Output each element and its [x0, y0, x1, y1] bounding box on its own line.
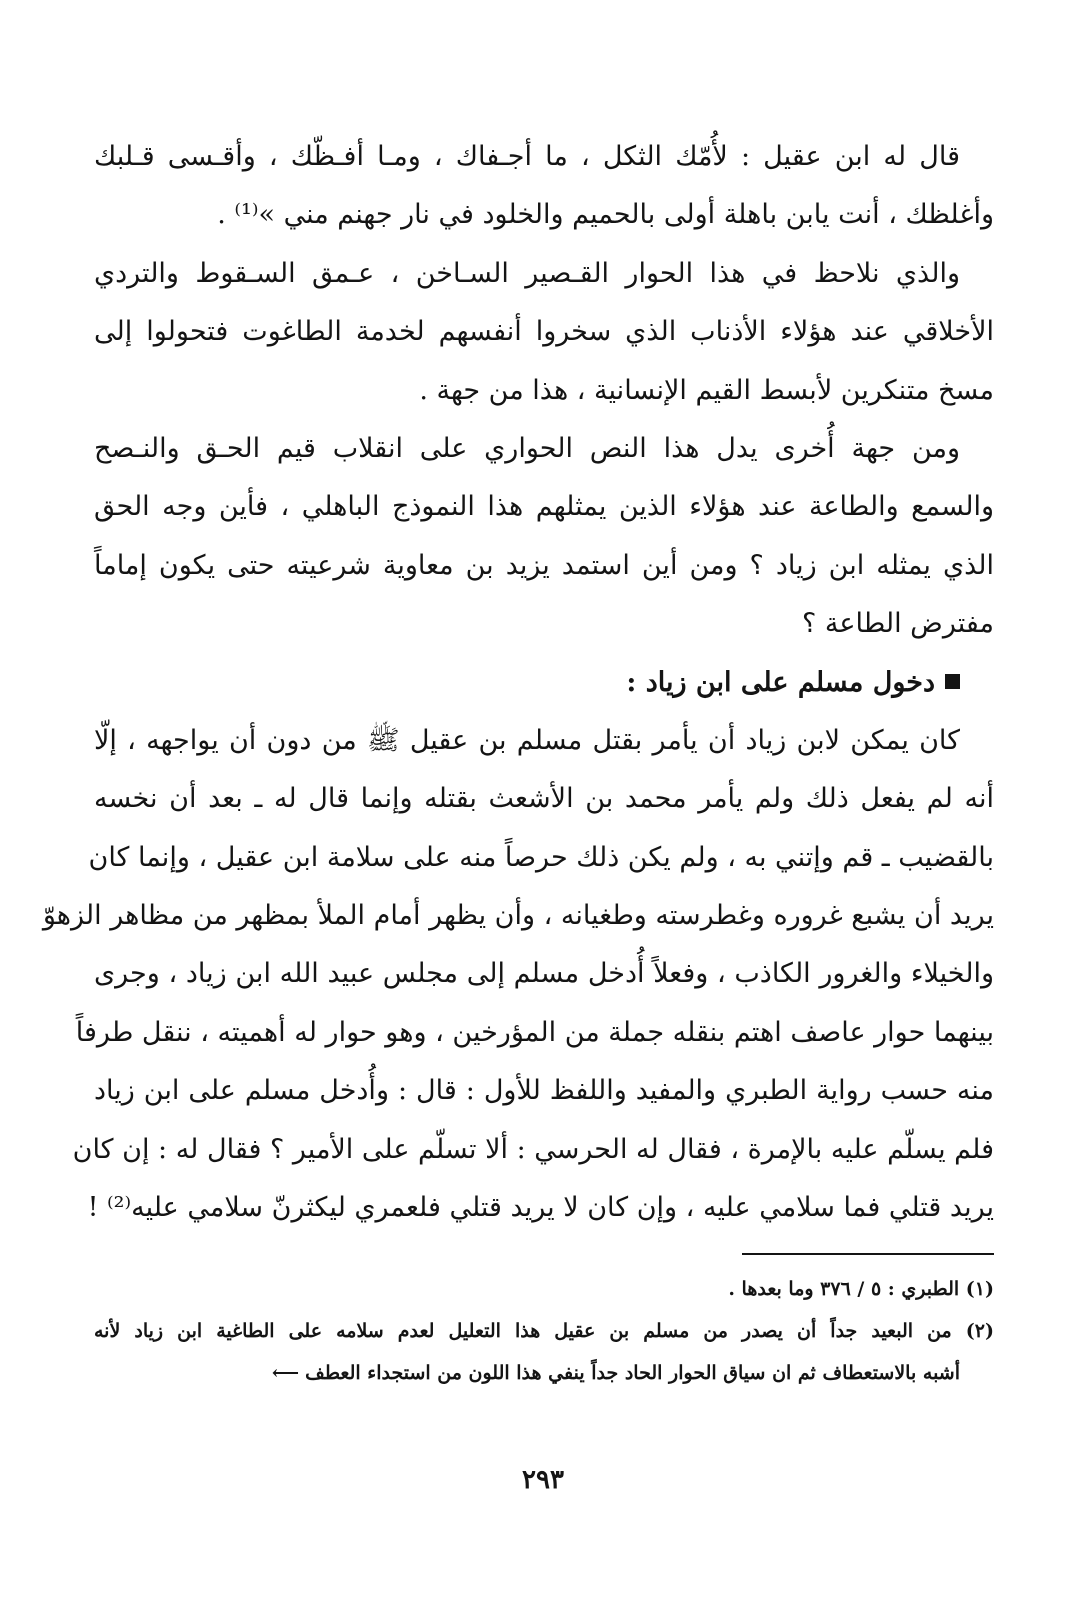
footnote-2: (٢) من البعيد جداً أن يصدر من مسلم بن عقيل هذا التعليل لعدم سلامه على الطاغية ابن زياد لأنه [94, 1320, 994, 1342]
text-line: الذي يمثله ابن زياد ؟ ومن أين استمد يزيد بن معاوية شرعيته حتى يكون إماماً [94, 549, 994, 581]
text-line: مفترض الطاعة ؟ [802, 608, 994, 640]
text-line: قال له ابن عقيل : لأُمّك الثكل ، ما أجـفاك ، ومـا أفـظّك ، وأقـسى قـلبك [94, 141, 960, 172]
footnote-separator [742, 1253, 994, 1255]
text-line: بينهما حوار عاصف اهتم بنقله جملة من المؤرخين ، وهو حوار له أهميته ، ننقل طرفاً [75, 1016, 994, 1048]
text-line: والخيلاء والغرور الكاذب ، وفعلاً أُدخل مسلم إلى مجلس عبيد الله ابن زياد ، وجرى [94, 958, 994, 990]
text-line: فلم يسلّم عليه بالإمرة ، فقال له الحرسي : ألا تسلّم على الأمير ؟ فقال له : إن كان [72, 1133, 994, 1165]
text-line: ومن جهة أُخرى يدل هذا النص الحواري على انقلاب قيم الحـق والنـصح [94, 432, 960, 464]
text-line: مسخ متنكرين لأبسط القيم الإنسانية ، هذا من جهة . [419, 374, 994, 406]
footnotes [94, 1268, 994, 1394]
square-bullet-icon [945, 674, 960, 689]
section-heading [94, 654, 994, 712]
footnote-2-line-2: أشبه بالاستعطاف ثم ان سياق الحوار الحاد جداً ينفي هذا اللون من استجداء العطف [305, 1362, 960, 1384]
text-line: والسمع والطاعة عند هؤلاء الذين يمثلهم هذا النموذج الباهلي ، فأين وجه الحق [94, 491, 994, 523]
text-line: يريد أن يشبع غروره وغطرسته وطغيانه ، وأن يظهر أمام الملأ بمظهر من مظاهر الزهوّ [42, 900, 994, 932]
text-line: أنه لم يفعل ذلك ولم يأمر محمد بن الأشعث بقتله وإنما قال له ـ بعد أن نخسه [94, 783, 994, 815]
page-number: ٢٩٣ [522, 1465, 564, 1495]
continuation-arrow-icon: ⟵ [271, 1362, 300, 1384]
footnote-2-continuation [94, 1352, 994, 1394]
main-text [42, 128, 994, 1237]
footnote-1: (١) الطبري : ٥ / ٣٧٦ وما بعدها . [728, 1278, 994, 1300]
text-line: يريد قتلي فما سلامي عليه ، وإن كان لا يريد قتلي فلعمري ليكثرنّ سلامي عليه⁽²⁾ ! [87, 1192, 994, 1224]
text-line: وأغلظك ، أنت يابن باهلة أولى بالحميم والخلود في نار جهنم مني »⁽¹⁾ . [217, 199, 994, 231]
text-line: والذي نلاحظ في هذا الحوار القـصير السـاخن ، عـمق السـقوط والتردي [94, 257, 960, 289]
text-line: الأخلاقي عند هؤلاء الأذناب الذي سخروا أنفسهم لخدمة الطاغوت فتحولوا إلى [94, 316, 994, 348]
text-line: كان يمكن لابن زياد أن يأمر بقتل مسلم بن عقيل ﷺ من دون أن يواجهه ، إلّا [94, 724, 960, 756]
text-line: منه حسب رواية الطبري والمفيد واللفظ للأول : قال : وأُدخل مسلم على ابن زياد [94, 1075, 994, 1107]
text-line: بالقضيب ـ قم وإتني به ، ولم يكن ذلك حرصاً منه على سلامة ابن عقيل ، وإنما كان [88, 841, 994, 873]
section-heading-text: دخول مسلم على ابن زياد : [626, 666, 935, 698]
